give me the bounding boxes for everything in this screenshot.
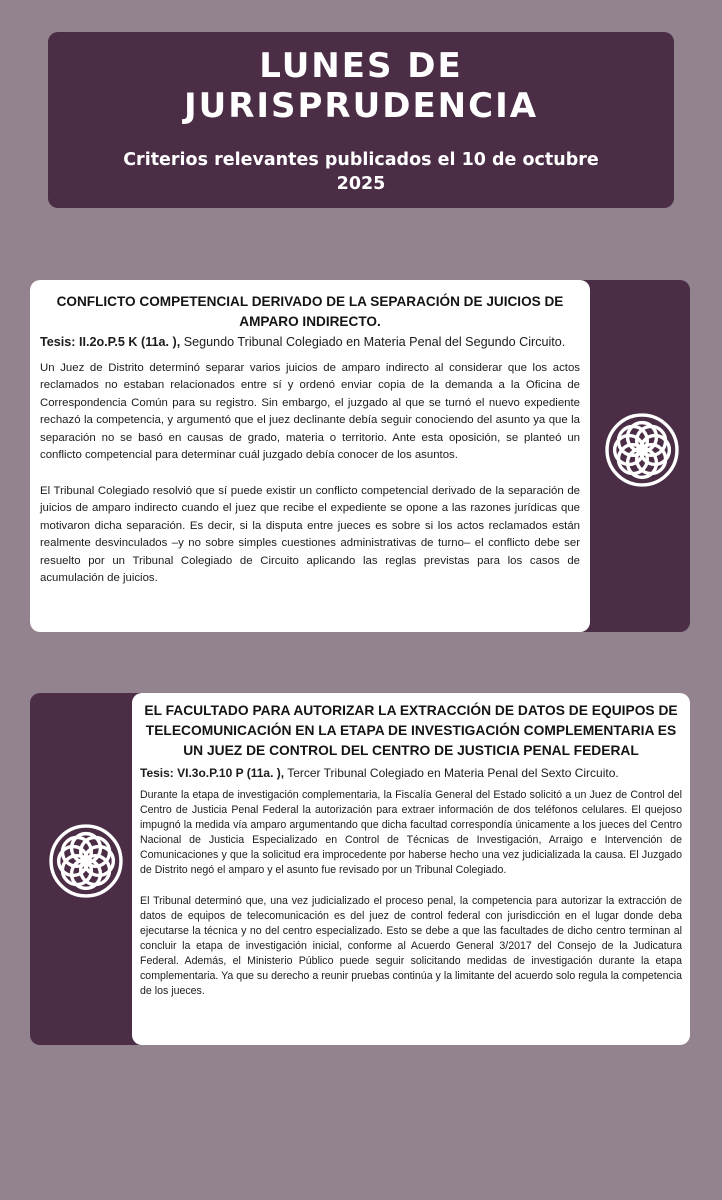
entry-card-1 [30,280,590,632]
interlaced-circles-emblem-icon [48,823,124,899]
entry-title: EL FACULTADO PARA AUTORIZAR LA EXTRACCIÓN DE DATOS DE EQUIPOS DE TELECOMUNICACIÓN EN LA ETAPA DE INVESTIGACIÓN COMPLEMENTARIA ES UN JUEZ DE CONTROL DEL CENTRO DE JUSTICIA PENAL FEDERAL [144,703,678,758]
tesis-court: Segundo Tribunal Colegiado en Materia Penal del Segundo Circuito. [180,335,566,349]
entry-paragraph: Un Juez de Distrito determinó separar varios juicios de amparo indirecto al considerar que los actos reclamados no estaban relacionados entre sí y ordenó enviar copia de la demanda a la Oficina de Correspondencia Común para su registro. Sin embargo, el juzgado al que se turnó el nuevo expediente rechazó la competencia, y argumentó que el juez declinante debía seguir conociendo del asunto ya que la separación no se basó en causas de grado, materia o territorio. Ante esta oposición, se planteó un conflicto competencial para determinar cuál juzgado debía conocer de los asuntos. [40,361,580,461]
interlaced-circles-emblem-icon [604,412,680,488]
entry-paragraph: El Tribunal determinó que, una vez judicializado el proceso penal, la competencia para autorizar la extracción de datos de equipos de telecomunicación es del juez de control federal con jurisdicción en el lugar donde deba ejecutarse la técnica y no del centro especializado. Esto se debe a que las facultades de dicho centro terminan al concluir la etapa de investigación inicial, conforme al Acuerdo General 3/2017 del Consejo de la Judicatura Federal. Además, el Ministerio Público puede seguir solicitando medidas de investigación durante la etapa complementaria. Ya que su derecho a reunir pruebas continúa y la limitante del acuerdo solo regula la competencia de los jueces. [140,894,682,998]
tesis-number: Tesis: II.2o.P.5 K (11a. ), [40,335,181,349]
page-title-line-2: JURISPRUDENCIA [183,86,539,126]
page-subtitle: Criterios relevantes publicados el 10 de octubre 2025 [123,150,599,194]
entry-tesis [140,765,682,782]
tesis-number: Tesis: VI.3o.P.10 P (11a. ), [140,766,285,780]
page-title [48,46,674,126]
entry-paragraph: Durante la etapa de investigación complementaria, la Fiscalía General del Estado solicitó a un Juez de Control del Centro de Justicia Penal Federal la autorización para extraer información de dos teléfonos celulares. El quejoso impugnó la medida vía amparo argumentando que dicha facultad correspondía únicamente a los jueces del Centro Nacional de Justicia Especializado en Control de Técnicas de Investigación, Arraigo e Intervención de Comunicaciones y que la solicitud era improcedente por haberse hecho una vez judicializada la causa. El Juzgado de Distrito negó el amparo y el asunto fue revisado por un Tribunal Colegiado. [140,789,682,877]
header-banner [48,32,674,208]
entry-card-2 [132,693,690,1045]
entry-tesis [40,334,580,352]
entry-title: CONFLICTO COMPETENCIAL DERIVADO DE LA SEPARACIÓN DE JUICIOS DE AMPARO INDIRECTO. [56,294,564,329]
page-title-line-1: LUNES DE [259,46,463,86]
entry-paragraph: El Tribunal Colegiado resolvió que sí puede existir un conflicto competencial derivado de la separación de juicios de amparo indirecto cuando el juez que recibe el expediente se opone a las razones jurídicas que motivaron dicha separación. Es decir, si la disputa entre jueces es sobre si los actos reclamados están realmente desvinculados –y no sobre simples cuestiones administrativas de turno– el conflicto debe ser resuelto por un Tribunal Colegiado de Circuito aplicando las reglas previstas para los casos de acumulación de juicios. [40,484,580,584]
tesis-court: Tercer Tribunal Colegiado en Materia Penal del Sexto Circuito. [284,766,619,780]
